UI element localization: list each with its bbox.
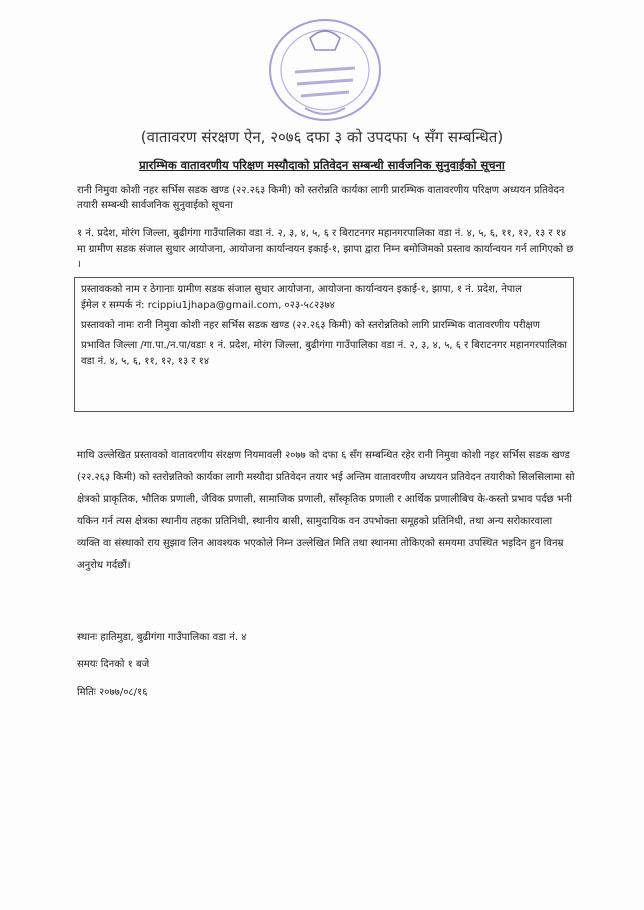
document-heading: (वातावरण संरक्षण ऐन, २०७६ दफा ३ को उपदफा ५ सँग सम्बन्धित) (140, 128, 504, 146)
affected-area: प्रभावित जिल्ला /गा.पा./न.पा/वडाः १ नं. प्रदेश, मोरंग जिल्ला, बुढीगंगा गाउँपालिका वडा नं. २, ३, ४, ५, ६ र बिराटनगर महानगरपालिका वडा नं. ४, ५, ६, ११, १२, १३ र १४ (81, 340, 567, 367)
proposal-info-box (74, 277, 574, 412)
date-line: मितिः २०७७/०८/१६ (77, 687, 148, 698)
notice-title: प्रारम्भिक वातावरणीय परिक्षण मस्यौदाको प्रतिवेदन सम्बन्धी सार्वजनिक सुनुवाईको सूचना (139, 158, 505, 172)
official-stamp (265, 10, 385, 130)
venue-line: स्थानः हातिमुडा, बुढीगंगा गाउँपालिका वडा नं. ४ (77, 632, 247, 643)
hearing-request-paragraph: माथि उल्लेखित प्रस्तावको वातावरणीय संरक्षण नियमावली २०७७ को दफा ६ सँग सम्बन्धित रहेर रानी निमुवा कोशी नहर सर्भिस सडक खण्ड (२२.२६३ किमी) को स्तरोन्नतिको कार्यका लागी मस्यौदा प्रतिवेदन तयार भई अन्तिम वातावरणीय अध्ययन प्रतिवेदन तयारीको सिलसिलामा सो क्षेत्रको प्राकृतिक, भौतिक प्रणाली, जैविक प्रणाली, सामाजिक प्रणाली, साँस्कृतिक प्रणाली र आर्थिक प्रणालीबिच के-कस्तो प्रभाव पर्दछ भनी यकिन गर्न त्यस क्षेत्रका स्थानीय तहका प्रतिनिधी, स्थानीय बासी, सामुदायिक वन उपभोक्ता समूहको प्रतिनिधी, तथा अन्य सरोकारवाला व्यक्ति वा संस्थाको राय सुझाव लिन आवश्यक भएकोले निम्न उल्लेखित मिति तथा स्थानमा तोकिएको समयमा उपस्थित भइदिन हुन विनम्र अनुरोध गर्दछौं। (77, 450, 575, 571)
project-location-paragraph: १ नं. प्रदेश, मोरंग जिल्ला, बुढीगंगा गाउँपालिका वडा नं. २, ३, ४, ५, ६ र बिराटनगर महानगरपालिका वडा नं. ४, ५, ६, ११, १२, १३ र १४ मा ग्रामीण सडक संजाल सुधार आयोजना, आयोजना कार्यान्वयन इकाई-१, झापा द्वारा निम्न बमोजिमको प्रस्ताव कार्यान्वयन गर्न लागिएको छ । (77, 228, 574, 270)
contact-info: ईमेल र सम्पर्क नं: rcippiu1jhapa@gmail.com, ०२३-५८२३७४ (81, 300, 335, 311)
proposer-info: प्रस्तावकको नाम र ठेगानाः ग्रामीण सडक संजाल सुधार आयोजना, आयोजना कार्यान्वयन इकाई-१, झापा, १ नं. प्रदेश, नेपाल (81, 284, 522, 295)
intro-paragraph: रानी निमुवा कोशी नहर सर्भिस सडक खण्ड (२२.२६३ किमी) को स्तरोन्नति कार्यका लागी प्रारम्भिक वातावरणीय परिक्षण अध्ययन प्रतिवेदन तयारी सम्बन्धी सार्वजनिक सुनुवाईको सूचना (77, 185, 565, 211)
time-line: समयः दिनको १ बजे (77, 659, 150, 670)
proposal-name: प्रस्तावको नामः रानी निमुवा कोशी नहर सर्भिस सडक खण्ड (२२.२६३ किमी) को स्तरोन्नतिको लागि प्रारम्भिक वातावरणीय परीक्षण (81, 320, 540, 331)
